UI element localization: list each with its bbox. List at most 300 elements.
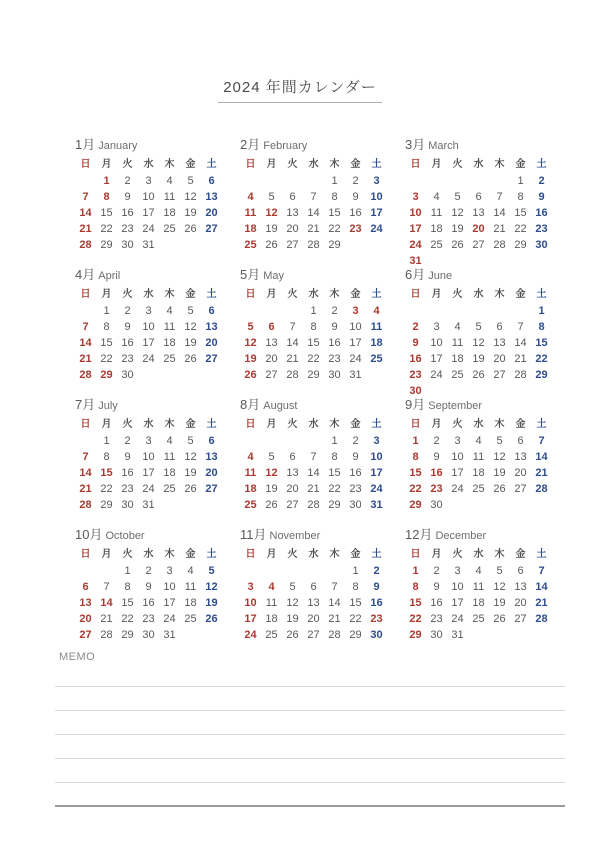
- month-label-en: April: [98, 270, 121, 282]
- date-cell: 21: [79, 353, 92, 365]
- date-cell: 3: [454, 565, 461, 577]
- week-row: [75, 173, 225, 189]
- week-row: [240, 433, 390, 449]
- date-cell: 14: [535, 451, 548, 463]
- memo-ruled-line: [55, 663, 565, 687]
- date-cell: [75, 303, 96, 319]
- date-cell: 25: [244, 239, 257, 251]
- date-cell: 25: [184, 613, 197, 625]
- date-cell: 23: [409, 369, 422, 381]
- date-cell: 13: [514, 451, 527, 463]
- date-cell: [240, 303, 261, 319]
- week-row: [405, 433, 555, 449]
- date-cell: 14: [100, 597, 113, 609]
- date-cell: 24: [142, 483, 155, 495]
- weekday-label: 金: [350, 549, 361, 560]
- date-cell: 8: [412, 451, 419, 463]
- date-cell: 21: [328, 613, 341, 625]
- date-cell: 26: [451, 239, 464, 251]
- date-cell: 10: [163, 581, 176, 593]
- date-cell: 12: [265, 207, 278, 219]
- date-cell: [282, 173, 303, 189]
- weekday-header-row: [75, 157, 225, 173]
- month-label-jp: 3月: [405, 137, 426, 152]
- weekday-label: 月: [266, 289, 277, 300]
- date-cell: 18: [370, 337, 383, 349]
- month-header: [405, 137, 555, 154]
- month-january: [75, 137, 225, 267]
- week-row: [405, 627, 555, 643]
- date-cell: [201, 497, 222, 513]
- date-cell: 15: [307, 337, 320, 349]
- date-cell: [447, 303, 468, 319]
- date-cell: [405, 173, 426, 189]
- weekday-label: 木: [329, 159, 340, 170]
- date-cell: 2: [352, 175, 359, 187]
- weekday-label: 火: [287, 419, 298, 430]
- date-cell: [282, 563, 303, 579]
- weekday-label: 土: [536, 419, 547, 430]
- date-cell: 28: [328, 629, 341, 641]
- date-cell: 12: [493, 581, 506, 593]
- week-row: [240, 611, 390, 627]
- week-row: [240, 481, 390, 497]
- date-cell: 9: [352, 191, 359, 203]
- date-cell: 22: [100, 223, 113, 235]
- date-cell: 27: [205, 483, 218, 495]
- date-cell: [261, 173, 282, 189]
- date-cell: 31: [370, 499, 383, 511]
- date-cell: 5: [475, 321, 482, 333]
- page-title-text: 2024 年間カレンダー: [218, 76, 382, 103]
- weekday-label: 土: [206, 419, 217, 430]
- weekday-label: 木: [494, 289, 505, 300]
- date-cell: 19: [286, 613, 299, 625]
- weekday-label: 月: [101, 289, 112, 300]
- date-cell: 3: [166, 565, 173, 577]
- date-cell: 20: [79, 613, 92, 625]
- weekday-label: 水: [473, 159, 484, 170]
- date-cell: 16: [142, 597, 155, 609]
- date-cell: 14: [307, 207, 320, 219]
- date-cell: 28: [79, 369, 92, 381]
- date-cell: 20: [514, 467, 527, 479]
- date-cell: 30: [370, 629, 383, 641]
- month-label-jp: 8月: [240, 397, 261, 412]
- weekday-label: 火: [287, 289, 298, 300]
- month-header: [75, 137, 225, 154]
- date-cell: 28: [493, 239, 506, 251]
- date-cell: 5: [187, 305, 194, 317]
- date-cell: 9: [433, 451, 440, 463]
- date-cell: 20: [493, 353, 506, 365]
- date-cell: 5: [208, 565, 215, 577]
- week-row: [405, 367, 555, 383]
- month-label-en: June: [428, 270, 453, 282]
- months-grid: [0, 137, 600, 643]
- date-cell: 15: [121, 597, 134, 609]
- month-december: [405, 527, 555, 643]
- date-cell: [468, 303, 489, 319]
- week-row: [240, 173, 390, 189]
- date-cell: 11: [472, 451, 485, 463]
- weekday-label: 火: [452, 289, 463, 300]
- weekday-header-row: [240, 417, 390, 433]
- date-cell: [426, 303, 447, 319]
- week-row: [75, 449, 225, 465]
- date-cell: 24: [409, 239, 422, 251]
- date-cell: 5: [496, 565, 503, 577]
- date-cell: [531, 497, 552, 513]
- weekday-label: 日: [245, 419, 256, 430]
- date-cell: [261, 433, 282, 449]
- date-cell: 1: [331, 175, 338, 187]
- date-cell: 4: [187, 565, 194, 577]
- date-cell: 2: [124, 175, 131, 187]
- date-cell: 1: [310, 305, 317, 317]
- date-cell: 4: [475, 435, 482, 447]
- week-row: [75, 433, 225, 449]
- date-cell: 30: [121, 499, 134, 511]
- month-label-en: July: [98, 400, 118, 412]
- week-row: [75, 335, 225, 351]
- date-cell: 31: [163, 629, 176, 641]
- date-cell: 15: [328, 467, 341, 479]
- date-cell: 4: [268, 581, 275, 593]
- memo-section: [0, 651, 600, 807]
- date-cell: 1: [352, 565, 359, 577]
- date-cell: 9: [124, 321, 131, 333]
- date-cell: 1: [412, 435, 419, 447]
- date-cell: 2: [331, 305, 338, 317]
- date-cell: 1: [517, 175, 524, 187]
- date-cell: 20: [307, 613, 320, 625]
- weekday-label: 日: [410, 159, 421, 170]
- date-cell: 24: [451, 613, 464, 625]
- date-cell: 24: [349, 353, 362, 365]
- date-cell: 21: [535, 597, 548, 609]
- month-header: [75, 397, 225, 414]
- memo-lines: [55, 663, 565, 807]
- month-header: [240, 267, 390, 284]
- date-cell: 28: [286, 369, 299, 381]
- date-cell: 15: [409, 467, 422, 479]
- date-cell: 17: [163, 597, 176, 609]
- date-cell: 29: [328, 239, 341, 251]
- date-cell: 25: [472, 613, 485, 625]
- date-cell: 6: [310, 581, 317, 593]
- month-label-jp: 10月: [75, 527, 103, 542]
- date-cell: [180, 237, 201, 253]
- weekday-label: 水: [308, 419, 319, 430]
- date-cell: 11: [244, 467, 257, 479]
- date-cell: [468, 627, 489, 643]
- date-cell: 26: [493, 613, 506, 625]
- date-cell: 29: [514, 239, 527, 251]
- month-label-en: October: [105, 530, 145, 542]
- date-cell: 5: [454, 191, 461, 203]
- date-cell: 20: [472, 223, 485, 235]
- date-cell: 11: [451, 337, 464, 349]
- date-cell: 20: [286, 483, 299, 495]
- month-february: [240, 137, 390, 267]
- weekday-label: 火: [287, 159, 298, 170]
- date-cell: 18: [163, 207, 176, 219]
- month-label-en: May: [263, 270, 285, 282]
- date-cell: 25: [430, 239, 443, 251]
- date-cell: [489, 497, 510, 513]
- date-cell: 18: [472, 467, 485, 479]
- date-cell: 3: [352, 305, 359, 317]
- week-row: [405, 319, 555, 335]
- date-cell: 8: [124, 581, 131, 593]
- weekday-label: 月: [266, 549, 277, 560]
- date-cell: 24: [142, 353, 155, 365]
- date-cell: 17: [409, 223, 422, 235]
- weekday-label: 水: [473, 289, 484, 300]
- date-cell: 21: [286, 353, 299, 365]
- date-cell: [366, 367, 387, 383]
- date-cell: 27: [205, 223, 218, 235]
- month-label-en: January: [98, 140, 138, 152]
- weekday-label: 土: [371, 419, 382, 430]
- date-cell: [303, 563, 324, 579]
- date-cell: [261, 303, 282, 319]
- memo-ruled-line: [55, 711, 565, 735]
- month-label-jp: 6月: [405, 267, 426, 282]
- date-cell: 20: [205, 337, 218, 349]
- month-header: [405, 397, 555, 414]
- week-row: [240, 579, 390, 595]
- date-cell: 7: [538, 435, 545, 447]
- week-row: [75, 563, 225, 579]
- weekday-label: 水: [308, 159, 319, 170]
- date-cell: 12: [493, 451, 506, 463]
- date-cell: 15: [100, 467, 113, 479]
- month-label-en: March: [428, 140, 459, 152]
- date-cell: 25: [163, 483, 176, 495]
- weekday-label: 火: [287, 549, 298, 560]
- weekday-label: 日: [245, 159, 256, 170]
- month-march: [405, 137, 555, 267]
- date-cell: [447, 497, 468, 513]
- date-cell: 18: [265, 613, 278, 625]
- date-cell: 7: [538, 565, 545, 577]
- weekday-label: 金: [185, 549, 196, 560]
- month-label-en: August: [263, 400, 298, 412]
- date-cell: 23: [349, 223, 362, 235]
- date-cell: 26: [184, 223, 197, 235]
- memo-ruled-line: [55, 687, 565, 711]
- weekday-header-row: [240, 157, 390, 173]
- weekday-label: 金: [185, 289, 196, 300]
- date-cell: 30: [121, 369, 134, 381]
- date-cell: 24: [370, 223, 383, 235]
- date-cell: 23: [328, 353, 341, 365]
- date-cell: 21: [79, 483, 92, 495]
- week-row: [75, 579, 225, 595]
- date-cell: 29: [307, 369, 320, 381]
- date-cell: 21: [100, 613, 113, 625]
- date-cell: 4: [475, 565, 482, 577]
- week-row: [405, 497, 555, 513]
- date-cell: 7: [310, 451, 317, 463]
- week-row: [75, 351, 225, 367]
- week-row: [405, 611, 555, 627]
- week-row: [240, 319, 390, 335]
- date-cell: 12: [184, 191, 197, 203]
- weekday-label: 木: [164, 549, 175, 560]
- date-cell: [489, 173, 510, 189]
- date-cell: 23: [121, 483, 134, 495]
- weekday-label: 日: [80, 289, 91, 300]
- date-cell: [405, 303, 426, 319]
- date-cell: 6: [208, 175, 215, 187]
- month-may: [240, 267, 390, 397]
- date-cell: 24: [142, 223, 155, 235]
- date-cell: 14: [286, 337, 299, 349]
- date-cell: 26: [265, 499, 278, 511]
- weekday-header-row: [405, 417, 555, 433]
- date-cell: 16: [121, 337, 134, 349]
- date-cell: 9: [373, 581, 380, 593]
- date-cell: 27: [493, 369, 506, 381]
- date-cell: 27: [514, 613, 527, 625]
- memo-label: MEMO: [59, 651, 96, 663]
- weekday-label: 金: [515, 419, 526, 430]
- date-cell: 12: [451, 207, 464, 219]
- date-cell: 27: [307, 629, 320, 641]
- date-cell: 7: [82, 451, 89, 463]
- week-row: [240, 449, 390, 465]
- date-cell: 5: [187, 175, 194, 187]
- date-cell: 22: [121, 613, 134, 625]
- month-header: [405, 527, 555, 544]
- date-cell: 9: [352, 451, 359, 463]
- weekday-label: 日: [245, 289, 256, 300]
- weekday-label: 水: [143, 289, 154, 300]
- weekday-label: 日: [410, 549, 421, 560]
- date-cell: 19: [493, 467, 506, 479]
- date-cell: 9: [145, 581, 152, 593]
- weekday-label: 土: [206, 289, 217, 300]
- date-cell: 8: [538, 321, 545, 333]
- month-label-jp: 5月: [240, 267, 261, 282]
- date-cell: 14: [514, 337, 527, 349]
- date-cell: 22: [100, 483, 113, 495]
- weekday-header-row: [405, 157, 555, 173]
- weekday-label: 土: [536, 289, 547, 300]
- date-cell: [345, 237, 366, 253]
- week-row: [75, 627, 225, 643]
- month-label-en: February: [263, 140, 308, 152]
- date-cell: 22: [409, 613, 422, 625]
- memo-ruled-line: [55, 759, 565, 783]
- date-cell: 10: [370, 191, 383, 203]
- date-cell: 17: [451, 467, 464, 479]
- date-cell: 4: [454, 321, 461, 333]
- weekday-label: 水: [473, 549, 484, 560]
- month-header: [75, 527, 225, 544]
- weekday-label: 金: [185, 159, 196, 170]
- date-cell: 16: [430, 467, 443, 479]
- weekday-label: 月: [431, 419, 442, 430]
- month-november: [240, 527, 390, 643]
- date-cell: 29: [100, 499, 113, 511]
- date-cell: 29: [535, 369, 548, 381]
- date-cell: 4: [166, 175, 173, 187]
- date-cell: [489, 303, 510, 319]
- weekday-label: 木: [329, 289, 340, 300]
- date-cell: 17: [370, 467, 383, 479]
- date-cell: 16: [370, 597, 383, 609]
- date-cell: 25: [451, 369, 464, 381]
- week-row: [405, 189, 555, 205]
- weekday-label: 火: [122, 549, 133, 560]
- weekday-label: 火: [122, 159, 133, 170]
- date-cell: 1: [103, 175, 110, 187]
- date-cell: 15: [409, 597, 422, 609]
- date-cell: 9: [538, 191, 545, 203]
- date-cell: 10: [142, 321, 155, 333]
- date-cell: 28: [100, 629, 113, 641]
- date-cell: [426, 173, 447, 189]
- date-cell: 12: [205, 581, 218, 593]
- date-cell: 26: [184, 483, 197, 495]
- weekday-label: 金: [515, 549, 526, 560]
- week-row: [240, 221, 390, 237]
- date-cell: 2: [433, 435, 440, 447]
- weekday-label: 日: [80, 419, 91, 430]
- date-cell: 10: [430, 337, 443, 349]
- date-cell: 31: [349, 369, 362, 381]
- date-cell: 14: [307, 467, 320, 479]
- date-cell: 8: [310, 321, 317, 333]
- weekday-label: 土: [371, 159, 382, 170]
- date-cell: 15: [100, 207, 113, 219]
- date-cell: 8: [412, 581, 419, 593]
- date-cell: 28: [307, 499, 320, 511]
- weekday-label: 月: [431, 549, 442, 560]
- date-cell: 8: [517, 191, 524, 203]
- date-cell: 28: [79, 499, 92, 511]
- week-row: [405, 237, 555, 253]
- weekday-label: 金: [185, 419, 196, 430]
- month-header: [240, 397, 390, 414]
- date-cell: 22: [328, 483, 341, 495]
- date-cell: 10: [370, 451, 383, 463]
- date-cell: [489, 627, 510, 643]
- date-cell: 22: [100, 353, 113, 365]
- date-cell: 30: [430, 629, 443, 641]
- date-cell: 16: [349, 467, 362, 479]
- date-cell: 19: [451, 223, 464, 235]
- week-row: [75, 481, 225, 497]
- date-cell: [240, 563, 261, 579]
- date-cell: [159, 237, 180, 253]
- date-cell: [138, 367, 159, 383]
- date-cell: 13: [286, 467, 299, 479]
- date-cell: 3: [145, 175, 152, 187]
- date-cell: 5: [268, 191, 275, 203]
- date-cell: 11: [370, 321, 383, 333]
- date-cell: 23: [430, 483, 443, 495]
- weekday-label: 土: [206, 549, 217, 560]
- week-row: [240, 205, 390, 221]
- date-cell: [303, 433, 324, 449]
- weekday-label: 火: [122, 289, 133, 300]
- page-title: [0, 76, 600, 103]
